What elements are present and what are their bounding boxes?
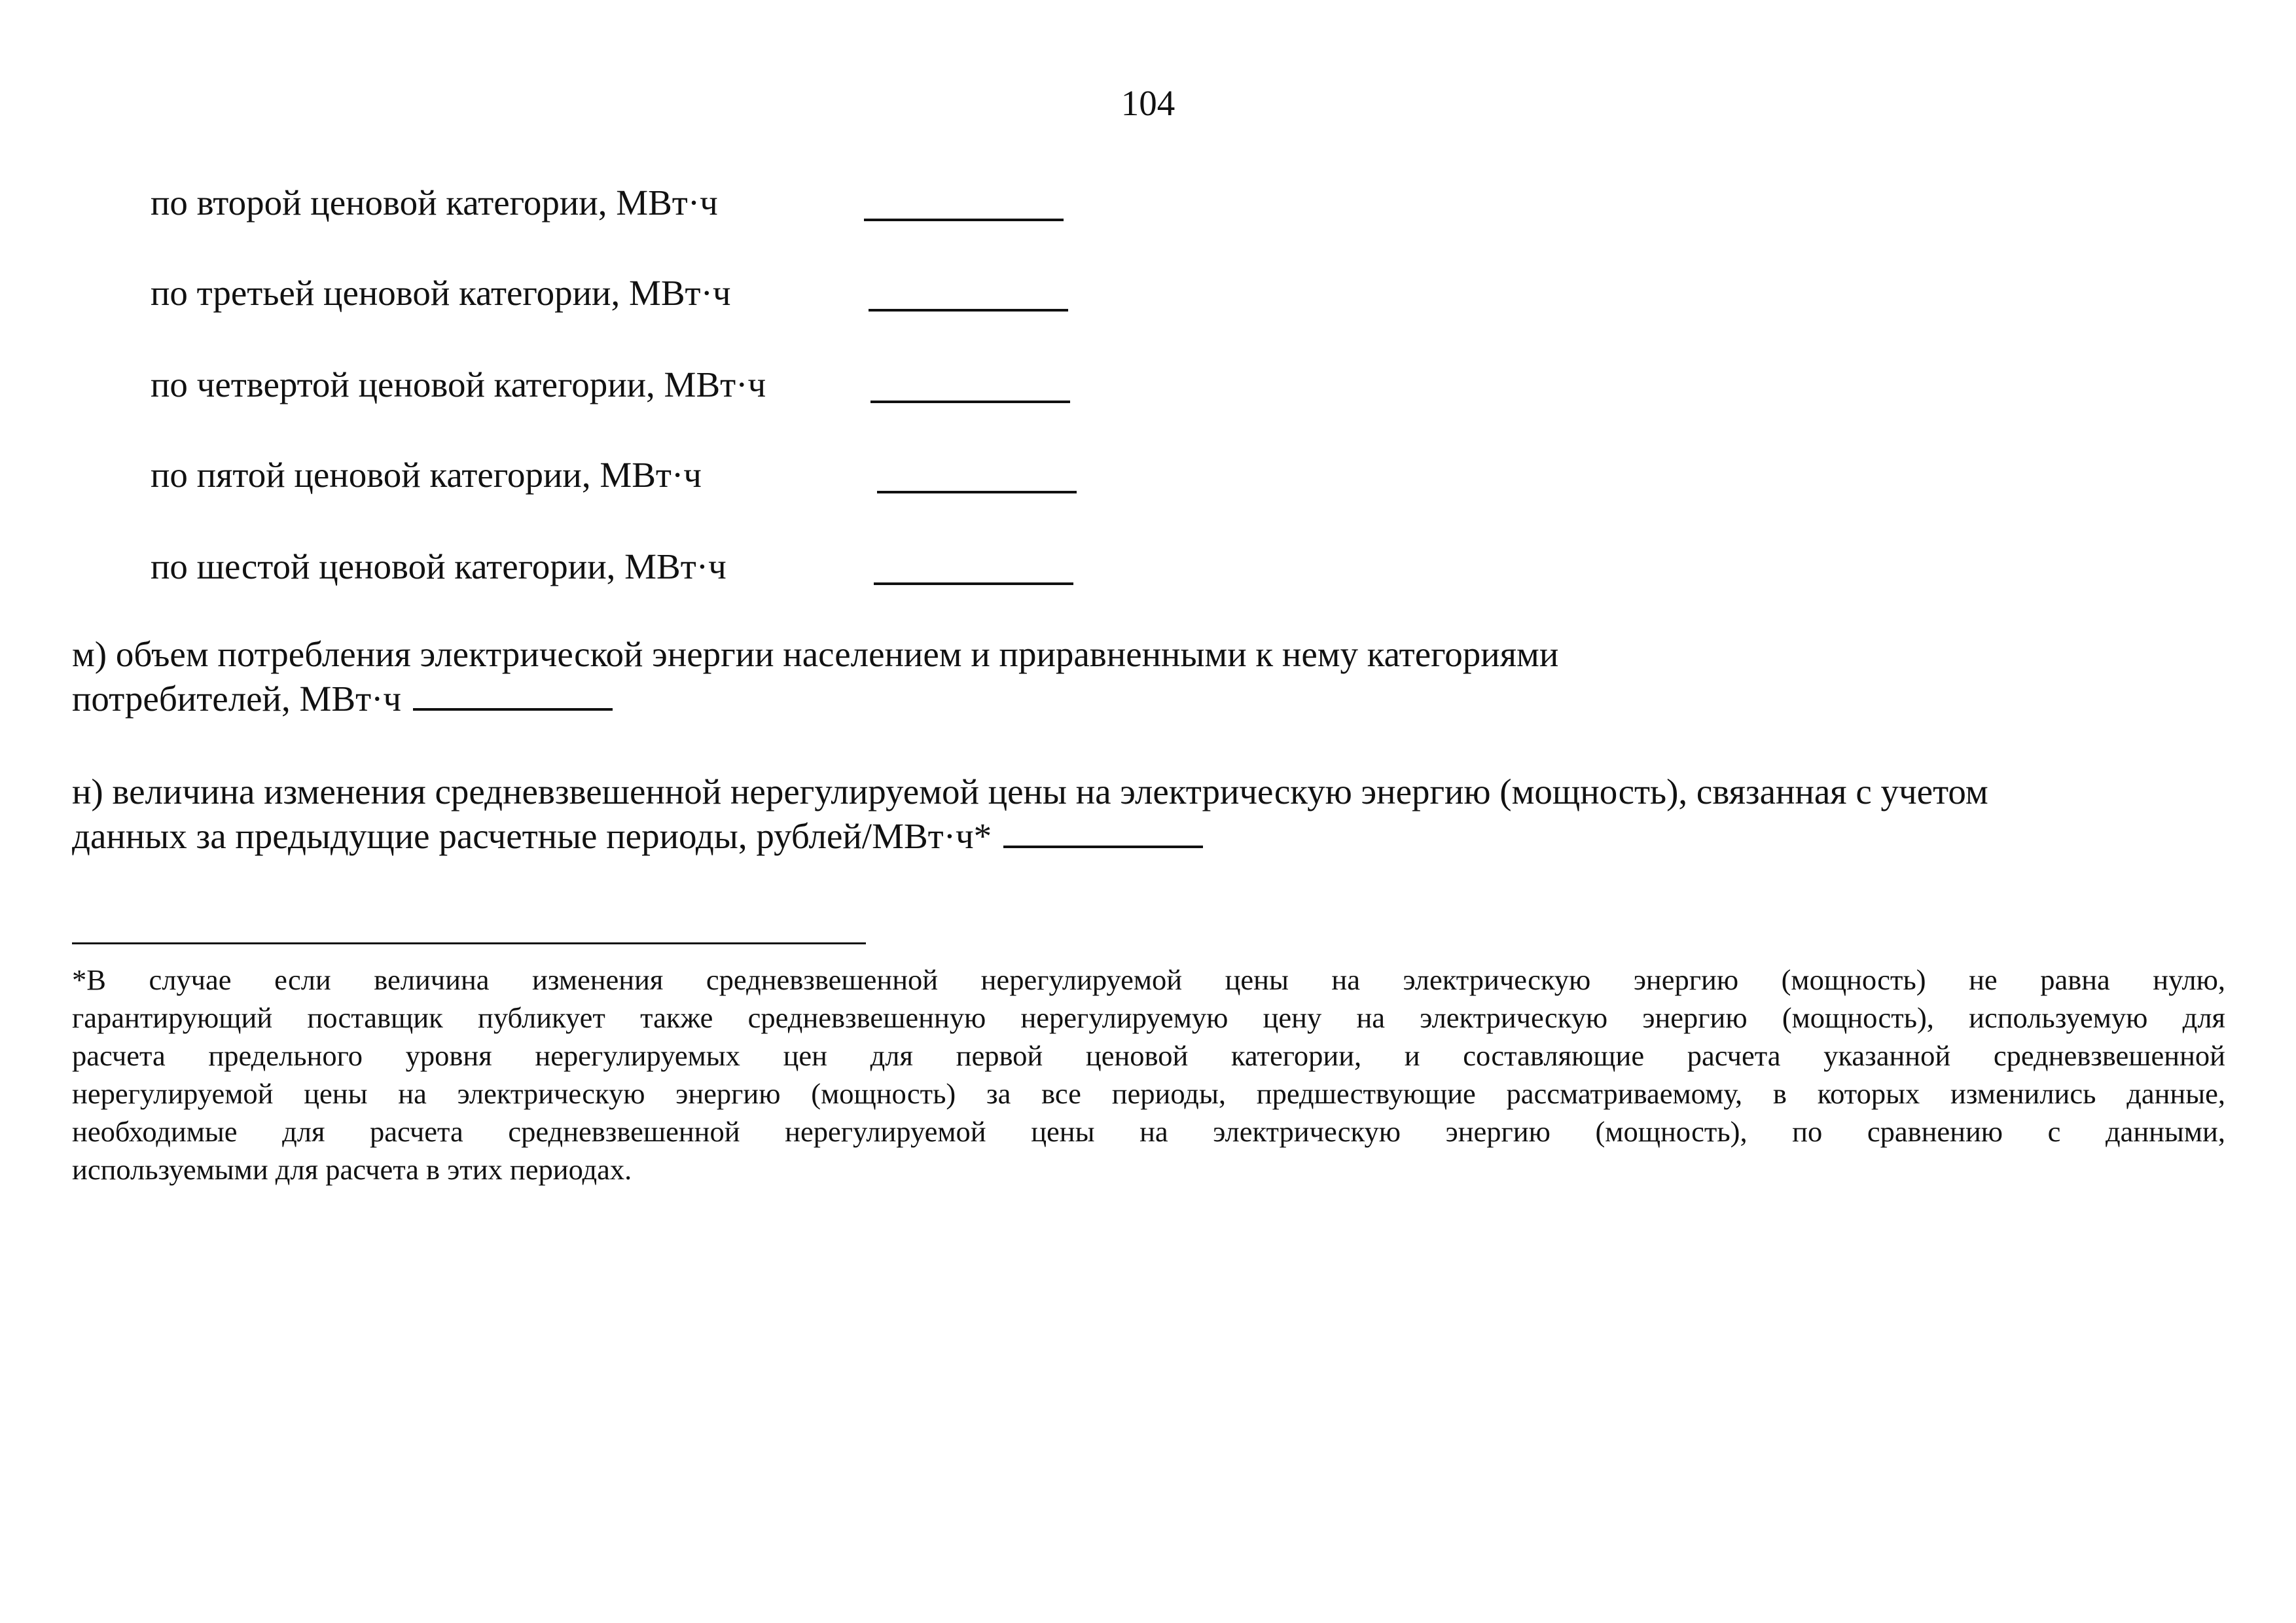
category-fifth-blank[interactable] [877, 491, 1077, 493]
category-fifth-label: по пятой ценовой категории, МВт·ч [151, 455, 702, 495]
item-m-line2: потребителей, МВт·ч [72, 679, 402, 719]
footnote-line: расчета предельного уровня нерегулируемых цен для первой ценовой категории, и составляющие расчета указанной средневзвешенной [72, 1039, 2225, 1072]
footnote [72, 961, 2225, 1188]
item-n-line2: данных за предыдущие расчетные периоды, рублей/МВт·ч* [72, 816, 992, 856]
item-m-line1: м) объем потребления электрической энергии населением и приравненными к нему категориями [72, 634, 1559, 674]
category-sixth-blank[interactable] [874, 582, 1073, 585]
page-number: 104 [1121, 83, 1175, 123]
category-third-blank[interactable] [869, 309, 1068, 312]
category-second-blank[interactable] [864, 219, 1064, 221]
item-m-blank[interactable] [413, 679, 613, 711]
category-fourth-blank[interactable] [870, 401, 1070, 403]
footnote-separator [72, 942, 866, 944]
item-n-line2-row [72, 814, 1988, 859]
item-m [72, 632, 1558, 721]
item-m-line2-row [72, 677, 1558, 721]
item-n [72, 770, 1988, 859]
category-fourth-label: по четвертой ценовой категории, МВт·ч [151, 365, 766, 404]
footnote-line: гарантирующий поставщик публикует также средневзвешенную нерегулируемую цену на электрическую энергию (мощность), используемую для [72, 1001, 2225, 1034]
category-sixth-label: по шестой ценовой категории, МВт·ч [151, 546, 726, 586]
footnote-line: необходимые для расчета средневзвешенной нерегулируемой цены на электрическую энергию (мощность), по сравнению с данными, [72, 1115, 2225, 1148]
footnote-line: нерегулируемой цены на электрическую энергию (мощность) за все периоды, предшествующие рассматриваемому, в которых изменились данные, [72, 1077, 2225, 1110]
footnote-line: используемыми для расчета в этих периодах. [72, 1153, 632, 1186]
item-n-line1: н) величина изменения средневзвешенной нерегулируемой цены на электрическую энергию (мощность), связанная с учетом [72, 772, 1988, 812]
footnote-line: *В случае если величина изменения средневзвешенной нерегулируемой цены на электрическую энергию (мощность) не равна нулю, [72, 963, 2225, 996]
item-n-blank[interactable] [1003, 817, 1203, 848]
category-third-label: по третьей ценовой категории, МВт·ч [151, 273, 731, 313]
category-second-label: по второй ценовой категории, МВт·ч [151, 183, 718, 223]
